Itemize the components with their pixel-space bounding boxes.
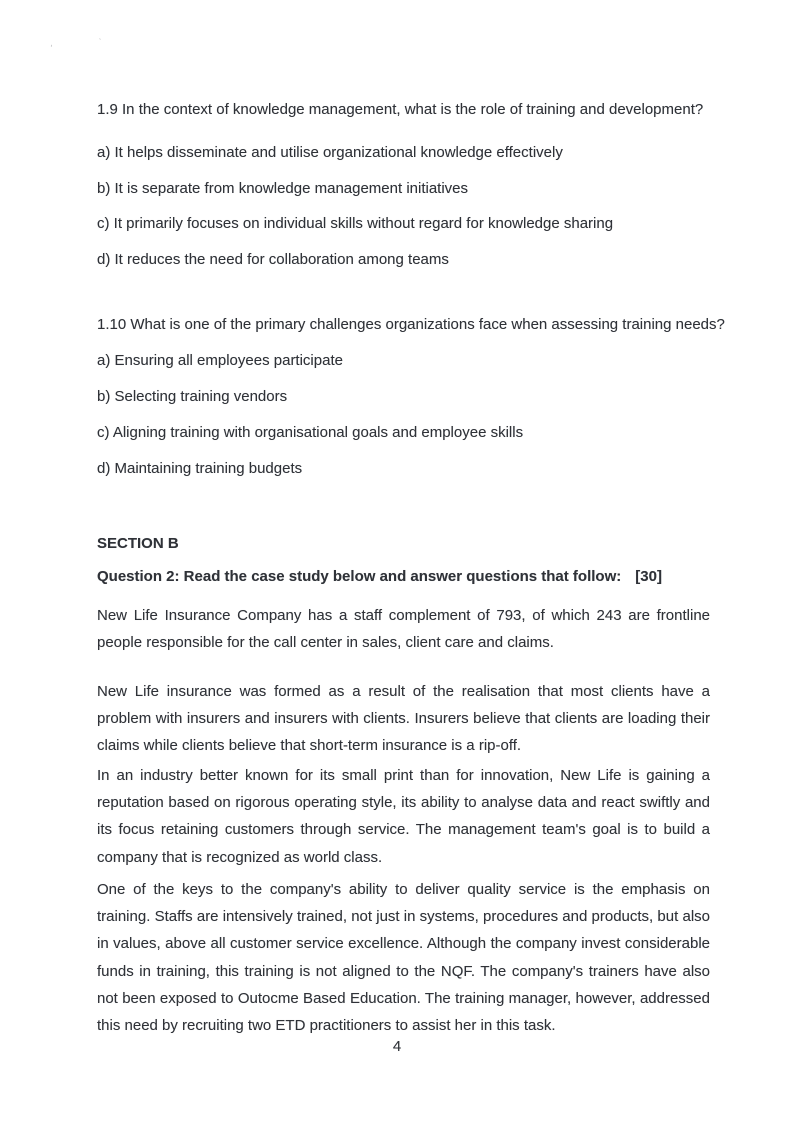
question-1-10-option-c: c) Aligning training with organisational goals and employee skills	[97, 424, 524, 441]
case-study-paragraph-3: In an industry better known for its small print than for innovation, New Life is gaining a reputation based on rigorous operating style, its ability to analyse data and react swiftly and its focus retaining customers through service. The management team's goal is to build a company that is recognized as world class.	[97, 767, 710, 866]
question-1-9-text: 1.9 In the context of knowledge management, what is the role of training and development?	[97, 101, 704, 118]
case-study-paragraph-2: New Life insurance was formed as a result of the realisation that most clients have a problem with insurers and insurers with clients. Insurers believe that clients are loading their claims while clients believe that short-term insurance is a rip-off.	[97, 683, 710, 755]
question-2-heading: Question 2: Read the case study below and answer questions that follow:	[97, 568, 622, 585]
question-1-10-text: 1.10 What is one of the primary challenges organizations face when assessing training needs?	[97, 316, 725, 333]
page-number: 4	[392, 1038, 402, 1055]
question-1-10-option-b: b) Selecting training vendors	[97, 388, 288, 405]
question-2-marks: [30]	[635, 568, 662, 585]
question-1-9-option-c: c) It primarily focuses on individual skills without regard for knowledge sharing	[97, 215, 614, 232]
question-1-9-option-b: b) It is separate from knowledge management initiatives	[97, 180, 469, 197]
question-2-heading-row	[97, 567, 713, 587]
scan-mark: ˋ	[98, 36, 103, 48]
question-1-9-option-a: a) It helps disseminate and utilise organizational knowledge effectively	[97, 144, 563, 161]
scan-mark: ʹ	[49, 42, 53, 54]
question-1-9-option-d: d) It reduces the need for collaboration among teams	[97, 251, 449, 268]
case-study-paragraph-4: One of the keys to the company's ability to deliver quality service is the emphasis on training. Staffs are intensively trained, not just in systems, procedures and products, but also in values, above all customer service excellence. Although the company invest considerable funds in training, this training is not aligned to the NQF. The company's trainers have also not been exposed to Outocme Based Education. The training manager, however, addressed this need by recruiting two ETD practitioners to assist her in this task.	[97, 881, 710, 1035]
question-1-10-option-d: d) Maintaining training budgets	[97, 460, 303, 477]
case-study-paragraph-1: New Life Insurance Company has a staff complement of 793, of which 243 are frontline people responsible for the call center in sales, client care and claims.	[97, 607, 710, 652]
section-b-heading: SECTION B	[97, 535, 179, 552]
question-1-10-option-a: a) Ensuring all employees participate	[97, 352, 343, 369]
